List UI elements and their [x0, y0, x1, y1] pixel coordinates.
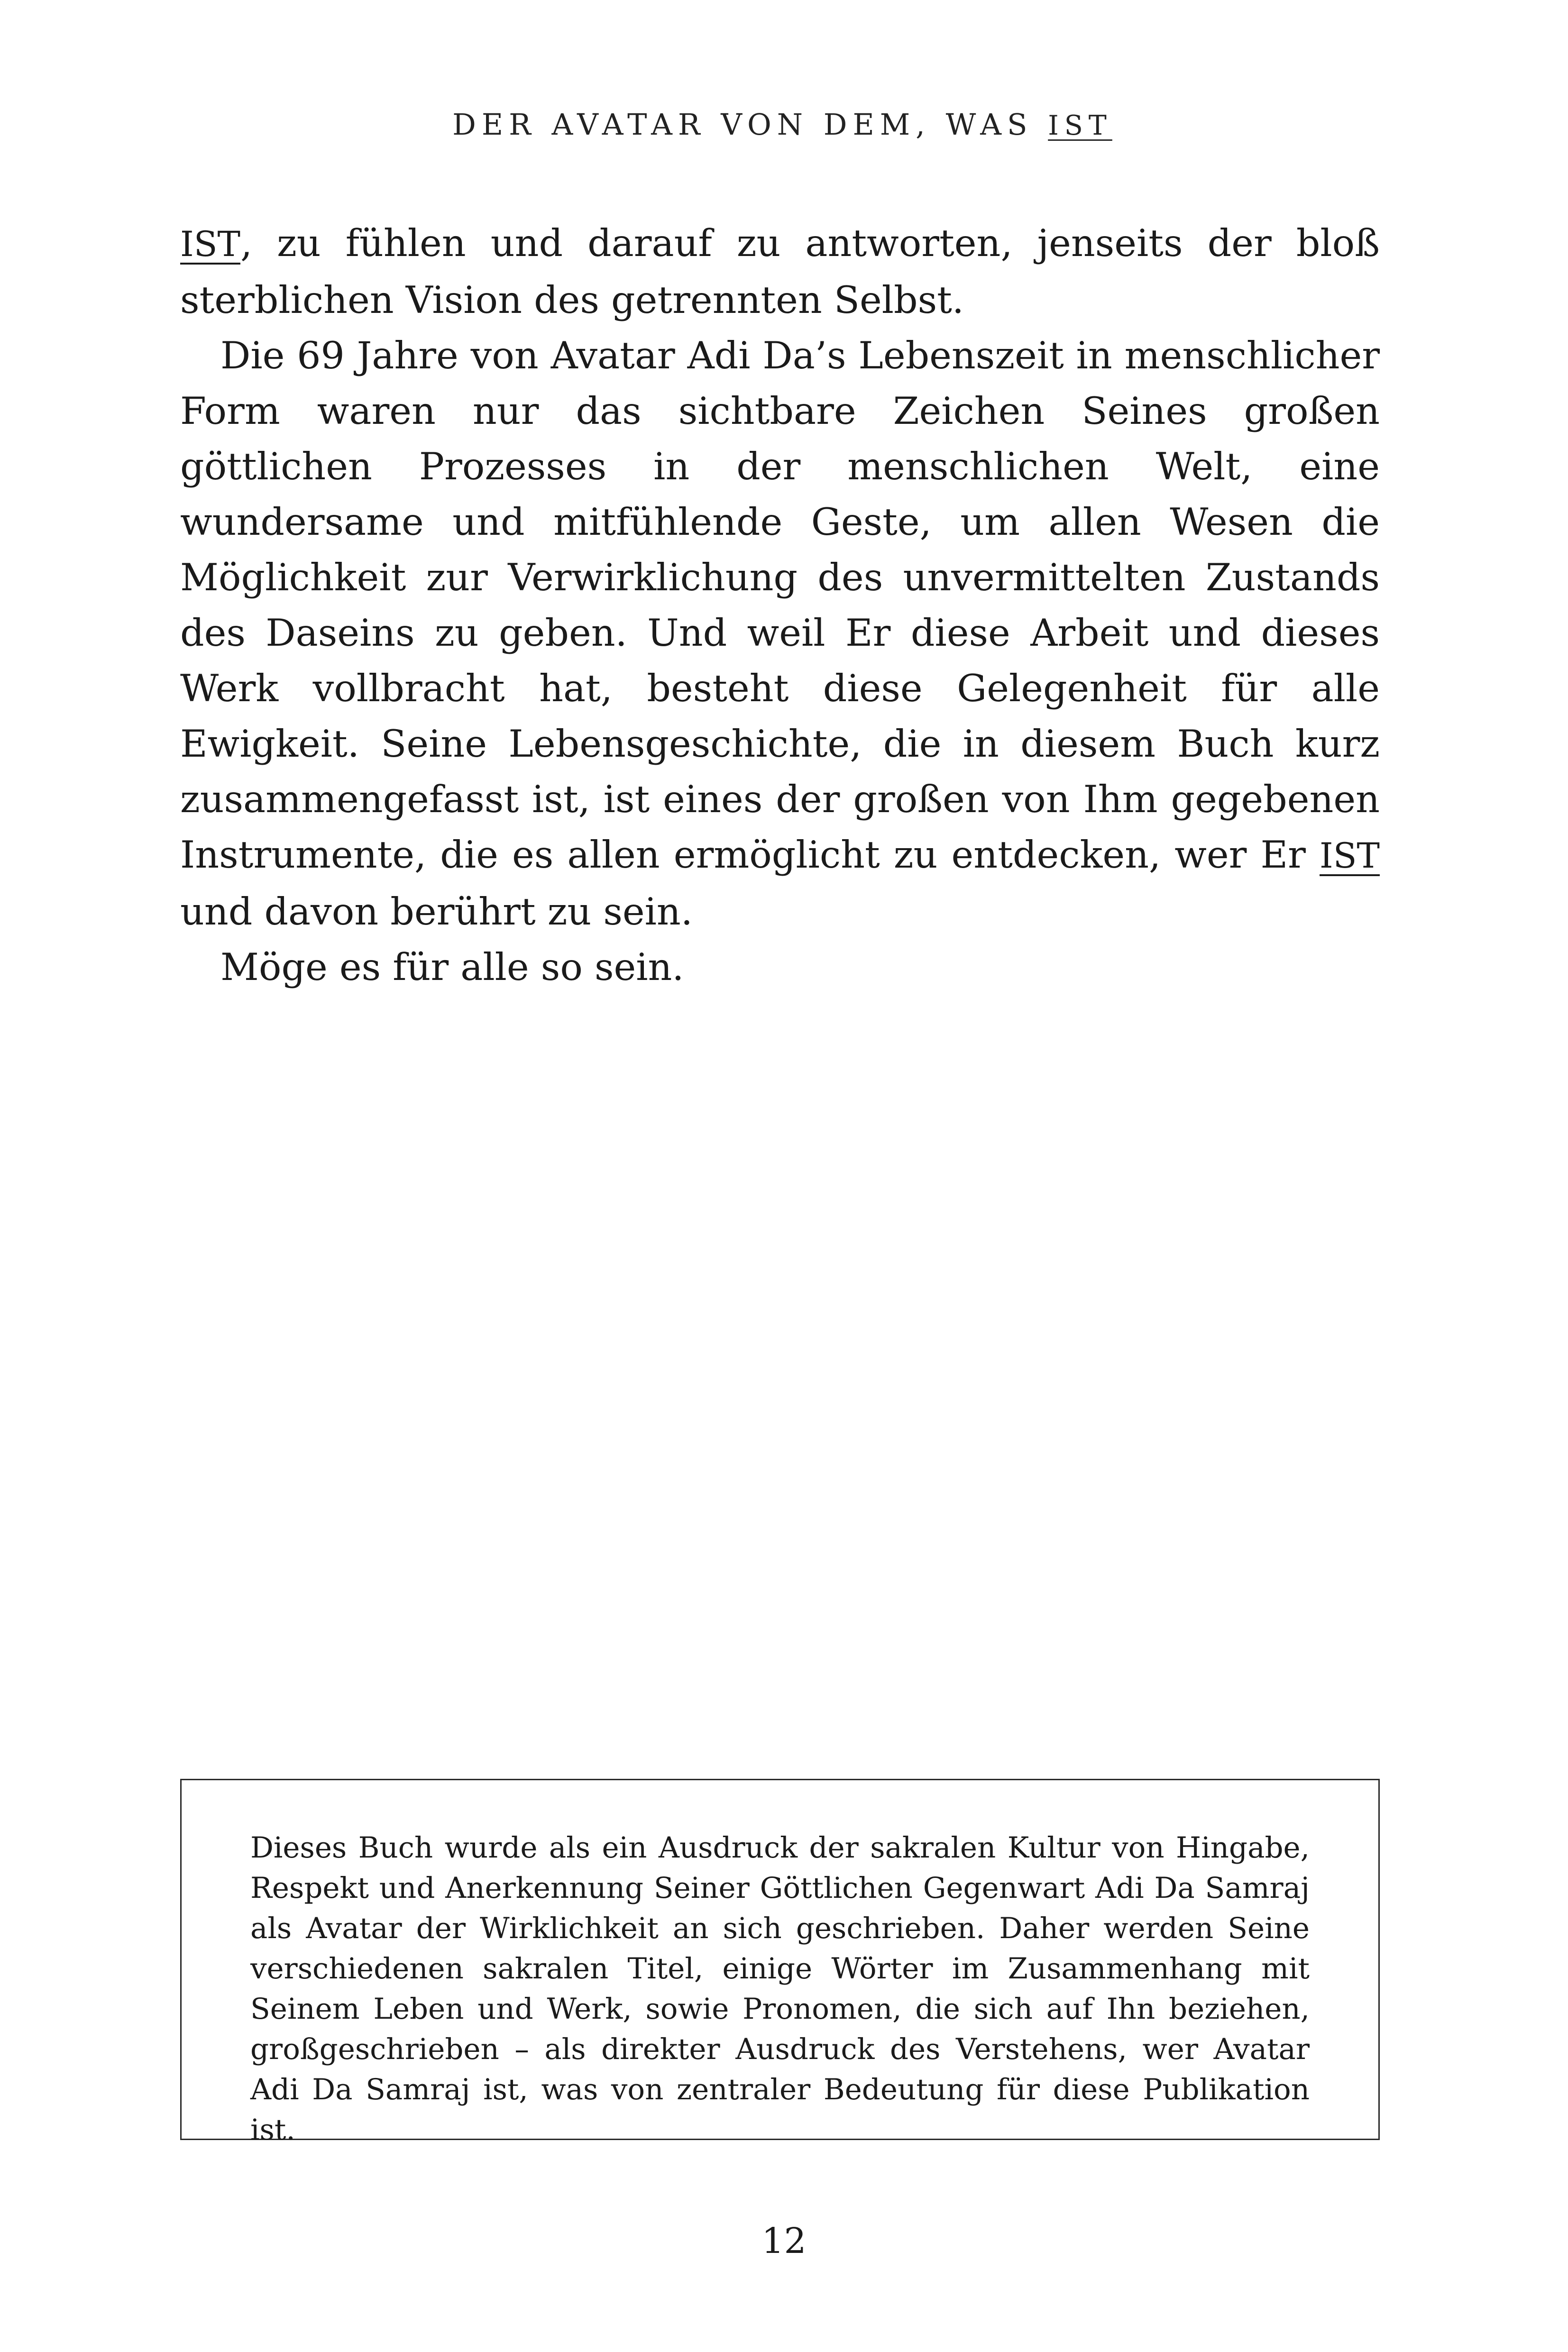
paragraph-text: , zu fühlen und darauf zu antworten, jenseits der bloß sterblichen Vision des getrennten Selbst. [180, 221, 1380, 322]
running-head-emphasis: IST [1048, 110, 1112, 141]
paragraph-life-story [180, 328, 1380, 940]
paragraph-text: und davon berührt zu sein. [180, 890, 693, 933]
paragraph-blessing [180, 940, 1380, 995]
running-head-title: DER AVATAR VON DEM, WAS [452, 107, 1048, 142]
paragraph-continuation [180, 216, 1380, 328]
page-number: 12 [761, 2221, 807, 2261]
paragraph-text: Die 69 Jahre von Avatar Adi Da’s Lebenszeit in menschlicher Form waren nur das sichtbare Zeichen Seines großen göttlichen Prozesses in der menschlichen Welt, eine wundersame und mitfühlende Geste, um allen Wesen die Möglichkeit zur Verwirklichung des unvermittelten Zustands des Daseins zu geben. Und weil Er diese Arbeit und dieses Werk vollbracht hat, besteht diese Gelegenheit für alle Ewigkeit. Seine Lebensgeschichte, die in diesem Buch kurz zusammengefasst ist, ist eines der großen von Ihm gegebenen Instrumente, die es allen ermöglicht zu entdecken, wer Er [180, 334, 1380, 877]
emphasis-ist: IST [180, 225, 240, 265]
editorial-notice-box [180, 1779, 1380, 2147]
main-text [180, 216, 1380, 995]
emphasis-ist: IST [1320, 836, 1380, 876]
running-head [142, 107, 1422, 142]
paragraph-text: Möge es für alle so sein. [220, 945, 684, 989]
editorial-notice-text: Dieses Buch wurde als ein Ausdruck der sakralen Kultur von Hingabe, Respekt und Anerkennung Seiner Göttlichen Gegenwart Adi Da Samraj als Avatar der Wirklichkeit an sich geschrieben. Daher werden Seine verschiedenen sakralen Titel, einige Wörter im Zusammenhang mit Seinem Leben und Werk, sowie Pronomen, die sich auf Ihn beziehen, großgeschrieben – als direkter Ausdruck des Verstehens, wer Avatar Adi Da Samraj ist, was von zentraler Bedeutung für diese Publikation ist. [250, 1831, 1310, 2147]
